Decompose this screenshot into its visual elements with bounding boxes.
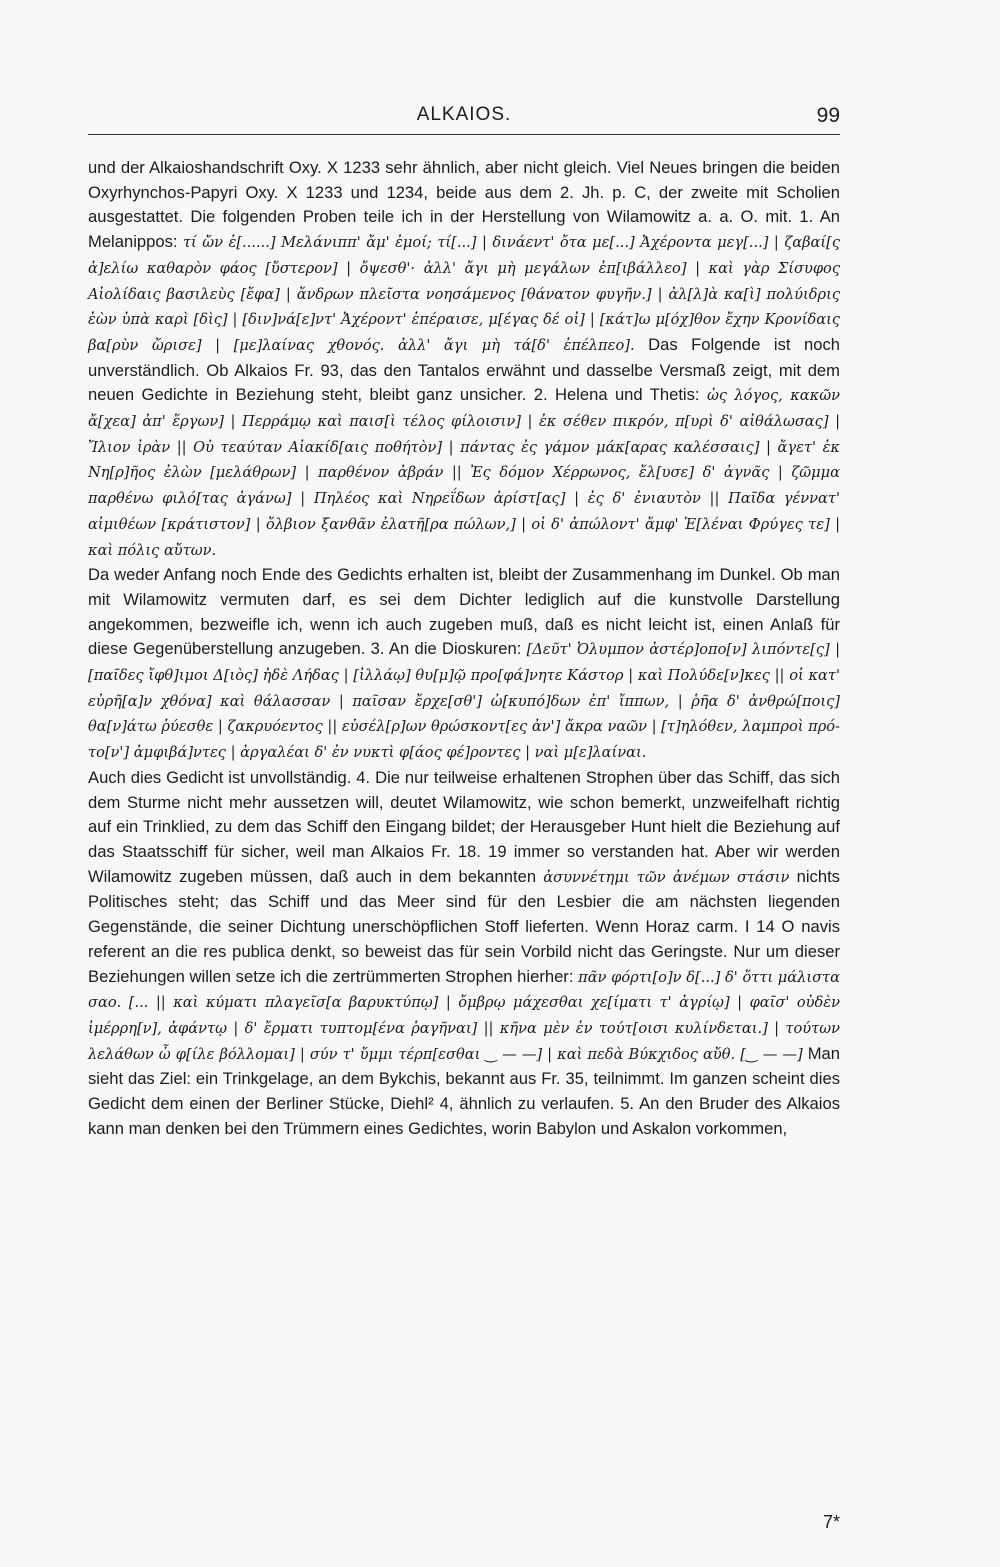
signature-mark: 7* xyxy=(822,1512,840,1532)
paragraph-dioskuren xyxy=(88,563,840,766)
page-number: 99 xyxy=(816,104,840,127)
prose-text: nichts Politisches steht; das Schiff und das Meer sind für den Lesbier die am nächsten liegenden Gegenstände, die seiner Dichtung unerschöpflichen Stoff lieferten. Wenn Horaz carm. I 14 O navis referent an die res publica denkt, so beweist das für sein Vorbild nicht das Geringste. Nur um dieser Beziehungen willen setze ich die zertrümmerten Strophen hierher: xyxy=(88,866,840,986)
paragraph-melanippos xyxy=(88,156,840,563)
prose-text: Auch dies Gedicht ist unvollständig. 4. Die nur teilweise erhaltenen Strophen über das Schiff, das sich dem Sturme nicht mehr aussetzen will, deutet Wilamowitz, wie schon bemerkt, unzweifelhaft richtig auf ein Trinklied, zu dem das Schiff den Eingang bildet; der Herausgeber Hunt hielt die Beziehung auf das Staatsschiff für sicher, weil man Alkaios Fr. 18. 19 immer so verstanden hat. Aber wir werden Wilamowitz zugeben müssen, daß auch in dem bekannten xyxy=(88,767,840,886)
greek-quotation: τί ὤν ἐ[......] Μελάνιππ' ἄμ' ἐμοί; τί[...] | δινάεντ' ὄτα με[...] Ἀχέροντα μεγ[...] | ζαβαί[ς ἀ]ελίω καθαρὸν φάος [ὔστερον] | ὄψεσθ'· ἀλλ' ἄγι μὴ μεγάλων ἐπ[ιβάλλεο] | καὶ γὰρ Σίσυφος Αἰολίδαις βασιλεὺς [ἔφα] | ἄνδρων πλεῖστα νοησάμενος [θάνατον φυγῆν.] | ἀλ[λ]ὰ κα[ὶ] πολύιδρις ἐὼν ὑπὰ καρὶ [δὶς] | [διν]νά[ε]ντ' Ἀχέροντ' ἐπέραισε, μ[έγας δέ οἰ] | [κάτ]ω μ[όχ]θον ἔχην Κρονίδαις βα[ρὺν ὤρισε] | [με]λαίνας χθονός. ἀλλ' ἄγι μὴ τά[δ' ἐπέλπεο]. xyxy=(88,234,840,354)
running-header xyxy=(88,104,840,135)
greek-quotation: [Δεῦτ' Ὀλυμπον ἀστέρ]οπο[ν] λιπόντε[ς] | [παῖδες ἴφθ]ιμοι Δ[ιὸς] ἠδὲ Λήδας | [ἰλλάῳ] θυ[μ]ῷ προ[φά]νητε Κάστορ | καὶ Πολύδε[ν]κες || οἱ κατ' εὐρῆ[α]ν χθόνα] καὶ θάλασσαν | παῖσαν ἔρχε[σθ'] ὠ[κυπό]δων ἐπ' ἴππων, | ῥῆα δ' ἀνθρώ[ποις] θα[ν]άτω ῥύεσθε | ζακρυόεντος || εὐσέλ[ρ]ων θρώσκοντ[ες ἀν'] ἄκρα ναῶν | [τ]ηλόθεν, λαμπροὶ πρό-το[ν'] ἀμφιβά]ντες | ἀργαλέαι δ' ἐν νυκτὶ φ[άος φέ]ροντες | ναὶ μ[ε]λαίναι. xyxy=(88,641,840,762)
prose-text: Da weder Anfang noch Ende des Gedichts erhalten ist, bleibt der Zusammenhang im Dunkel. Ob man mit Wilamowitz vermuten darf, es sei dem Dichter lediglich auf die kunstvolle Darstellung angekommen, bezweifle ich, wenn ich auch zugeben muß, daß es nicht leicht ist, einen Anlaß für diese Gegenüberstellung anzugeben. 3. An die Dioskuren: xyxy=(88,565,840,659)
prose-text: und der Alkaioshandschrift Oxy. X 1233 sehr ähnlich, aber nicht gleich. Viel Neues bringen die beiden Oxyrhynchos-Papyri Oxy. X 1233 und 1234, beide aus dem 2. Jh. p. C, der zweite mit Scholien ausgestattet. Die folgenden Proben teile ich in der Herstellung von Wilamowitz a. a. O. mit. 1. An Melanippos: xyxy=(88,158,840,252)
paragraph-ship xyxy=(88,766,840,1142)
prose-text: Das Folgende ist noch unverständlich. Ob Alkaios Fr. 93, das den Tantalos erwähnt und dasselbe Versmaß zeigt, mit dem neuen Gedichte in Beziehung steht, bleibt ganz unsicher. 2. Helena und Thetis: xyxy=(88,334,840,405)
prose-text: Man sieht das Ziel: ein Trinkgelage, an dem Bykchis, bekannt aus Fr. 35, teilnimmt. Im ganzen scheint dies Gedicht dem einen der Berliner Stücke, Diehl² 4, ähnlich zu verlaufen. 5. An den Bruder des Alkaios kann man denken bei den Trümmern eines Gedichtes, worin Babylon und Askalon vorkommen, xyxy=(88,1043,840,1138)
greek-quotation: ὡς λόγος, κακῶν ἄ[χεα] ἀπ' ἔργων] | Περράμῳ καὶ παισ[ὶ τέλος φίλοισιν] | ἐκ σέθεν πικρόν, π[υρὶ δ' αἰθάλωσας] | Ἴλιον ἰρὰν || Οὐ τεαύταν Αἰακίδ[αις ποθήτὸν] | πάντας ἐς γάμον μάκ[αρας καλέσσαις] | ἄγετ' ἐκ Νη[ρ]ῆος ἐλὼν [μελάθρων] | παρθένον ἀβράν || Ἐς δόμον Χέρρωνος, ἔλ[υσε] δ' ἀγνᾶς | ζῶμμα παρθένω φιλό[τας ἀγάνω] | Πηλέος καὶ Νηρεΐδων ἀρίστ[ας] | ἐς δ' ἐνιαυτὸν || Παῖδα γέννατ' αἰμιθέων [κράτιστον] | ὄλβιον ξανθᾶν ἐλατῆ[ρα πώλων,] | οἱ δ' ἀπώλοντ' ἄμφ' Ἑ[λέναι Φρύγες τε] | καὶ πόλις αὔτων. xyxy=(88,387,840,559)
greek-quotation: πᾶν φόρτι[ο]ν δ[...] δ' ὄττι μάλιστα σαο. [... || καὶ κύματι πλαγεῖσ[α βαρυκτύπῳ] | ὄμβρῳ μάχεσθαι χε[ίματι τ' ἀγρίῳ] | φαῖσ' οὐδὲν ἰμέρρη[ν], ἀφάντῳ | δ' ἔρματι τυπτομ[ένα ῥαγῆναι] || κῆνα μὲν ἐν τούτ[οισι κυλίνδεται.] | τούτων λελάθων ὦ φ[ίλε βόλλομαι] | σύν τ' ὔμμι τέρπ[εσθαι ‿ — —] | καὶ πεδὰ Βύκχιδος αὔθ. [‿ — —] xyxy=(88,968,840,1063)
body-text xyxy=(88,156,840,1141)
running-title: ALKAIOS. xyxy=(416,104,512,125)
greek-quotation: ἀσυννέτημι τῶν ἀνέμων στάσιν xyxy=(543,868,790,886)
